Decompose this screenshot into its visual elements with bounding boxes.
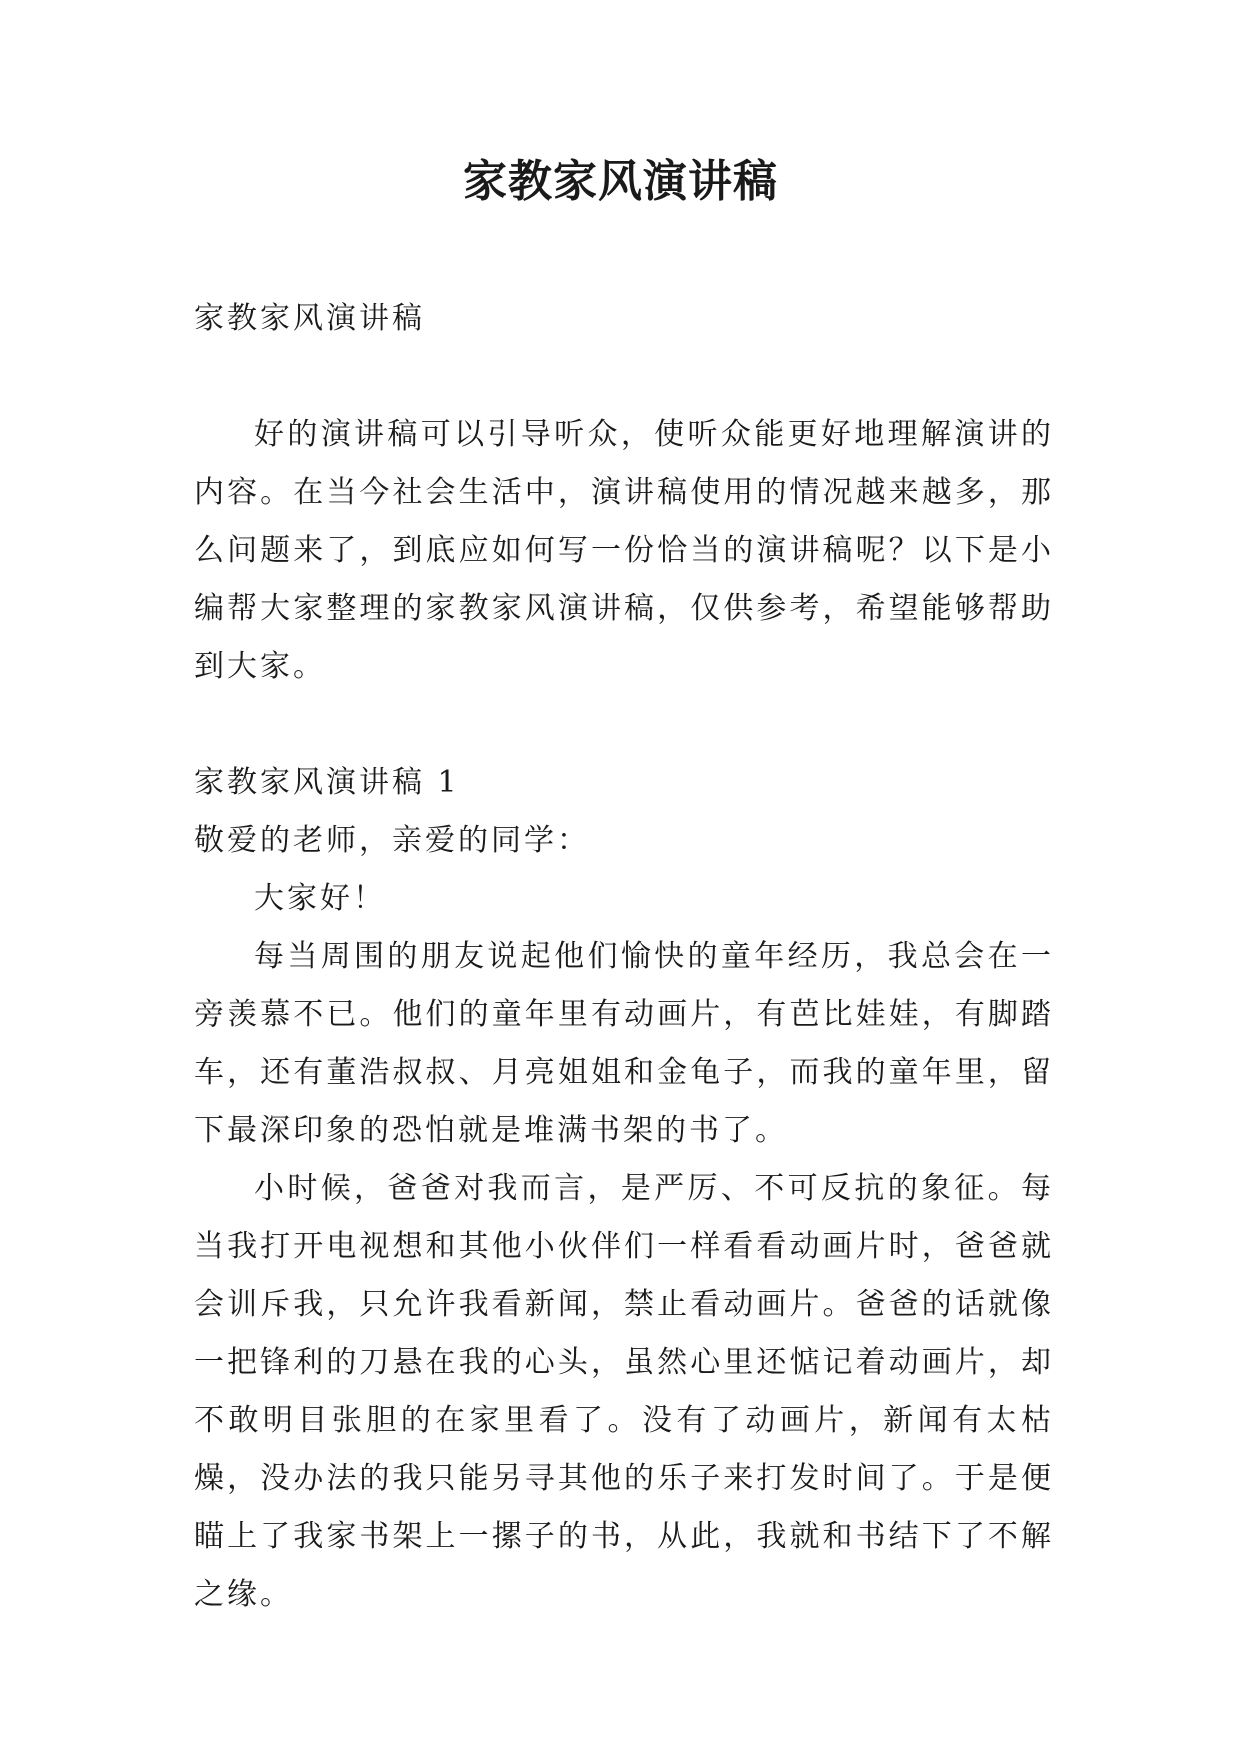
salutation: 敬爱的老师，亲爱的同学： — [194, 823, 590, 858]
document-body — [194, 290, 1054, 1624]
greeting: 大家好！ — [254, 881, 386, 916]
intro-paragraph: 好的演讲稿可以引导听众，使听众能更好地理解演讲的内容。在当今社会生活中，演讲稿使用的情况越来越多，那么问题来了，到底应如何写一份恰当的演讲稿呢？以下是小编帮大家整理的家教家风演讲稿，仅供参考，希望能够帮助到大家。 — [194, 417, 1054, 684]
body-paragraph-1: 每当周围的朋友说起他们愉快的童年经历，我总会在一旁羡慕不已。他们的童年里有动画片，有芭比娃娃，有脚踏车，还有董浩叔叔、月亮姐姐和金龟子，而我的童年里，留下最深印象的恐怕就是堆满书架的书了。 — [194, 939, 1054, 1148]
subtitle: 家教家风演讲稿 — [194, 301, 425, 336]
body-paragraph-2: 小时候，爸爸对我而言，是严厉、不可反抗的象征。每当我打开电视想和其他小伙伴们一样看看动画片时，爸爸就会训斥我，只允许我看新闻，禁止看动画片。爸爸的话就像一把锋利的刀悬在我的心头，虽然心里还惦记着动画片，却不敢明目张胆的在家里看了。没有了动画片，新闻有太枯燥，没办法的我只能另寻其他的乐子来打发时间了。于是便瞄上了我家书架上一摞子的书，从此，我就和书结下了不解之缘。 — [194, 1171, 1054, 1612]
document-title: 家教家风演讲稿 — [463, 156, 778, 207]
section-heading: 家教家风演讲稿 1 — [194, 765, 460, 800]
